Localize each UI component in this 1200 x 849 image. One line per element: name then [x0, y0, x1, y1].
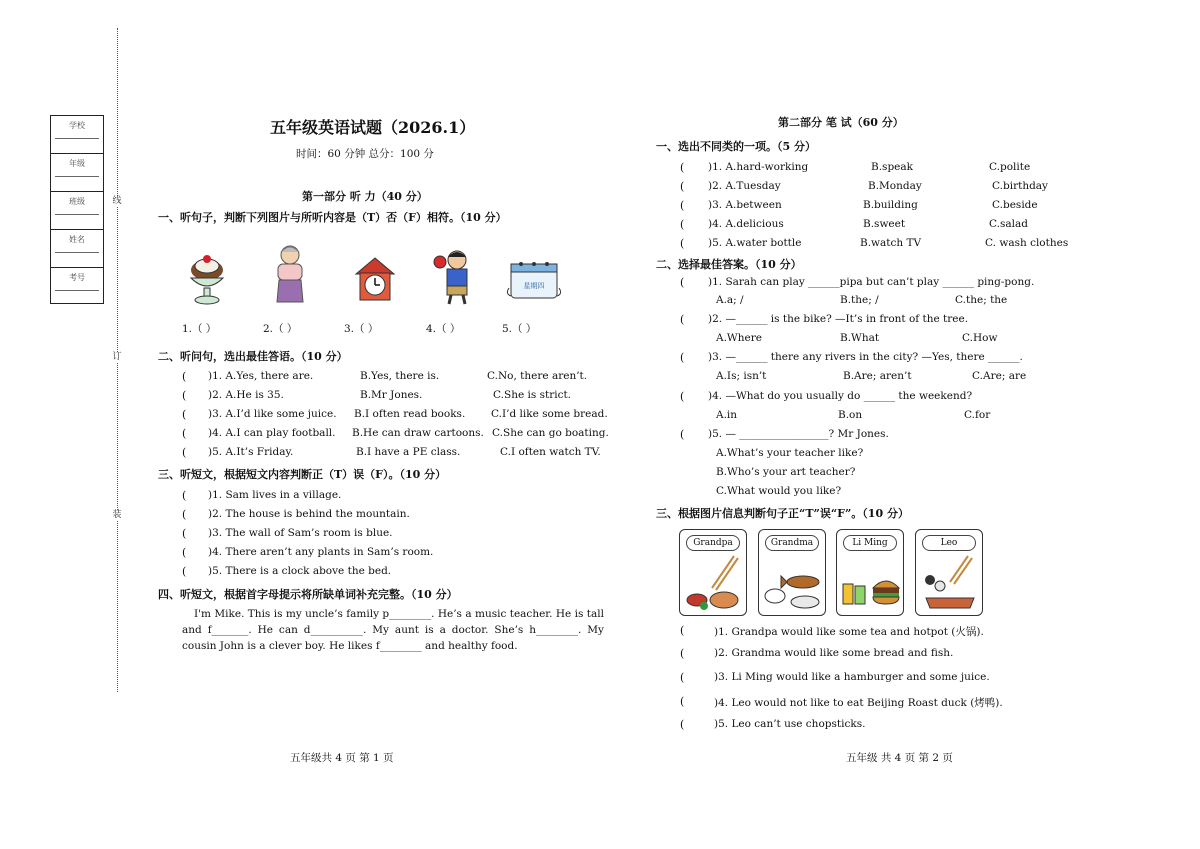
answer-blank[interactable]: ( — [680, 671, 685, 684]
r-s2-q2-a: A.Where — [716, 332, 762, 344]
r-s2-q2-c: C.How — [962, 332, 998, 344]
r-s3-heading: 三、根据图片信息判断句子正“T”误“F”。（10 分） — [656, 507, 909, 520]
s4-paragraph: I'm Mike. This is my uncle’s family p________. He’s a music teacher. He is tall and f_______. He can d__________. My aunt is a doctor. She’s h________. My cousin John is a clever boy. He likes f________ and healthy food. — [182, 608, 604, 652]
r-s3-item-2: )2. Grandma would like some bread and fish. — [714, 647, 954, 659]
r-s1-heading: 一、选出不同类的一项。（5 分） — [656, 140, 816, 153]
r-s2-q4-c: C.for — [964, 409, 991, 421]
part1-heading: 第一部分 听 力（40 分） — [302, 190, 428, 203]
s3-item-2: )2. The house is behind the mountain. — [208, 508, 410, 520]
r-s3-item-3: )3. Li Ming would like a hamburger and some juice. — [714, 671, 990, 683]
boy-ping-pong-picture — [433, 248, 479, 306]
binding-mark-line: 线 — [112, 196, 122, 206]
answer-blank[interactable]: ( — [680, 647, 685, 660]
r-s1-q4-c: C.salad — [989, 218, 1028, 230]
r-s1-q1-b: B.speak — [871, 161, 913, 173]
answer-blank[interactable]: ( — [182, 565, 187, 578]
answer-blank[interactable]: ( — [182, 446, 187, 459]
r-s2-q3-a: A.Is; isn’t — [716, 370, 767, 382]
answer-blank[interactable]: ( — [680, 161, 685, 174]
leo-food-picture — [915, 529, 983, 616]
answer-blank[interactable]: ( — [680, 276, 685, 289]
s2-q4-c: C.She can go boating. — [492, 427, 609, 439]
r-s1-q3: )3. A.between — [708, 199, 782, 211]
grade-cell[interactable]: 年级 — [51, 154, 103, 192]
r-s2-q5-a: A.What’s your teacher like? — [716, 447, 864, 459]
right-footer: 五年级 共 4 页 第 2 页 — [846, 752, 953, 764]
s3-heading: 三、听短文，根据短文内容判断正（T）误（F）。（10 分） — [158, 468, 447, 481]
r-s2-q3-c: C.Are; are — [972, 370, 1027, 382]
answer-blank[interactable]: ( — [182, 427, 187, 440]
grandma-label: Grandma — [765, 535, 819, 551]
r-s1-q2: )2. A.Tuesday — [708, 180, 781, 192]
exam-number-cell[interactable]: 考号 — [51, 268, 103, 305]
grandpa-label: Grandpa — [686, 535, 740, 551]
r-s2-heading: 二、选择最佳答案。（10 分） — [656, 258, 802, 271]
binding-mark-install: 装 — [112, 510, 122, 520]
r-s1-q4: )4. A.delicious — [708, 218, 784, 230]
answer-blank[interactable]: ( — [182, 370, 187, 383]
r-s1-q5-b: B.watch TV — [860, 237, 922, 249]
answer-blank[interactable]: ( — [680, 390, 685, 403]
r-s2-q1: )1. Sarah can play ______pipa but can’t play ______ ping-pong. — [708, 276, 1035, 288]
s3-item-3: )3. The wall of Sam’s room is blue. — [208, 527, 393, 539]
li-ming-food-picture — [836, 529, 904, 616]
answer-blank[interactable]: ( — [680, 218, 685, 231]
s1-answer-5[interactable]: 5.（ ） — [502, 323, 537, 335]
leo-label: Leo — [922, 535, 976, 551]
left-footer: 五年级共 4 页 第 1 页 — [290, 752, 394, 764]
r-s1-q2-b: B.Monday — [868, 180, 922, 192]
s2-q3: )3. A.I’d like some juice. — [208, 408, 337, 420]
answer-blank[interactable]: ( — [680, 180, 685, 193]
s2-q2-c: C.She is strict. — [493, 389, 572, 401]
r-s1-q2-c: C.birthday — [992, 180, 1048, 192]
r-s2-q1-b: B.the; / — [840, 294, 879, 306]
student-info-box — [50, 115, 104, 304]
binding-mark-order: 订 — [112, 352, 122, 362]
s1-answer-3[interactable]: 3.（ ） — [344, 323, 379, 335]
r-s2-q3: )3. —______ there any rivers in the city? —Yes, there ______. — [708, 351, 1023, 363]
answer-blank[interactable]: ( — [182, 527, 187, 540]
grandpa-food-picture — [679, 529, 747, 616]
r-s2-q5: )5. — _________________? Mr Jones. — [708, 428, 889, 440]
r-s2-q5-c: C.What would you like? — [716, 485, 842, 497]
answer-blank[interactable]: ( — [182, 546, 187, 559]
calendar-weekday-text: 星期四 — [523, 282, 545, 290]
s1-answer-1[interactable]: 1.（ ） — [182, 323, 217, 335]
answer-blank[interactable]: ( — [680, 237, 685, 250]
s2-heading: 二、听问句，选出最佳答语。（10 分） — [158, 350, 348, 363]
s1-answer-4[interactable]: 4.（ ） — [426, 323, 461, 335]
name-cell[interactable]: 姓名 — [51, 230, 103, 268]
s2-q4: )4. A.I can play football. — [208, 427, 336, 439]
answer-blank[interactable]: ( — [182, 489, 187, 502]
s2-q1: )1. A.Yes, there are. — [208, 370, 314, 382]
answer-blank[interactable]: ( — [680, 718, 685, 731]
s2-q4-b: B.He can draw cartoons. — [352, 427, 484, 439]
s1-heading: 一、听句子，判断下列图片与所听内容是（T）否（F）相符。（10 分） — [158, 211, 507, 224]
r-s1-q3-b: B.building — [863, 199, 918, 211]
s2-q1-c: C.No, there aren’t. — [487, 370, 588, 382]
s2-q5-b: B.I have a PE class. — [356, 446, 461, 458]
r-s1-q5: )5. A.water bottle — [708, 237, 802, 249]
r-s3-item-4: )4. Leo would not like to eat Beijing Roast duck (烤鸭). — [714, 697, 1003, 709]
answer-blank[interactable]: ( — [680, 695, 685, 708]
r-s2-q3-b: B.Are; aren’t — [843, 370, 912, 382]
s3-item-1: )1. Sam lives in a village. — [208, 489, 342, 501]
s2-q2-b: B.Mr Jones. — [360, 389, 423, 401]
s3-item-4: )4. There aren’t any plants in Sam’s room. — [208, 546, 434, 558]
answer-blank[interactable]: ( — [182, 508, 187, 521]
r-s1-q1-c: C.polite — [989, 161, 1031, 173]
s3-item-5: )5. There is a clock above the bed. — [208, 565, 392, 577]
answer-blank[interactable]: ( — [182, 408, 187, 421]
answer-blank[interactable]: ( — [680, 624, 685, 637]
s1-answer-2[interactable]: 2.（ ） — [263, 323, 298, 335]
r-s3-item-5: )5. Leo can’t use chopsticks. — [714, 718, 866, 730]
s2-q3-c: C.I’d like some bread. — [491, 408, 608, 420]
s2-q1-b: B.Yes, there is. — [360, 370, 440, 382]
exam-time: 时间：60 分钟 总分：100 分 — [296, 148, 434, 160]
r-s2-q2-b: B.What — [840, 332, 880, 344]
r-s3-item-1: )1. Grandpa would like some tea and hotpot (火锅). — [714, 626, 984, 638]
r-s1-q1: )1. A.hard-working — [708, 161, 809, 173]
school-cell[interactable]: 学校 — [51, 116, 103, 154]
r-s2-q4-a: A.in — [716, 409, 738, 421]
answer-blank[interactable]: ( — [182, 389, 187, 402]
grandma-food-picture — [758, 529, 826, 616]
page-title: 五年级英语试题（2026.1） — [270, 118, 476, 137]
r-s1-q4-b: B.sweet — [863, 218, 906, 230]
answer-blank[interactable]: ( — [680, 351, 685, 364]
r-s2-q4: )4. —What do you usually do ______ the weekend? — [708, 390, 973, 402]
r-s2-q5-b: B.Who’s your art teacher? — [716, 466, 856, 478]
s2-q3-b: B.I often read books. — [354, 408, 466, 420]
part2-heading: 第二部分 笔 试（60 分） — [778, 116, 904, 129]
grandma-picture — [272, 244, 308, 306]
s2-q5-c: C.I often watch TV. — [500, 446, 601, 458]
r-s1-q3-c: C.beside — [992, 199, 1038, 211]
s2-q5: )5. A.It’s Friday. — [208, 446, 294, 458]
class-cell[interactable]: 班级 — [51, 192, 103, 230]
clock-picture — [354, 256, 396, 302]
calendar-picture — [505, 258, 563, 304]
answer-blank[interactable]: ( — [680, 313, 685, 326]
s2-q2: )2. A.He is 35. — [208, 389, 284, 401]
r-s2-q1-c: C.the; the — [955, 294, 1008, 306]
ice-cream-picture — [183, 250, 231, 308]
r-s2-q4-b: B.on — [838, 409, 863, 421]
r-s2-q1-a: A.a; / — [716, 294, 744, 306]
r-s1-q5-c: C. wash clothes — [985, 237, 1069, 249]
answer-blank[interactable]: ( — [680, 199, 685, 212]
answer-blank[interactable]: ( — [680, 428, 685, 441]
li-ming-label: Li Ming — [843, 535, 897, 551]
s4-heading: 四、听短文，根据首字母提示将所缺单词补充完整。（10 分） — [158, 588, 458, 601]
r-s2-q2: )2. —______ is the bike? —It’s in front of the tree. — [708, 313, 969, 325]
